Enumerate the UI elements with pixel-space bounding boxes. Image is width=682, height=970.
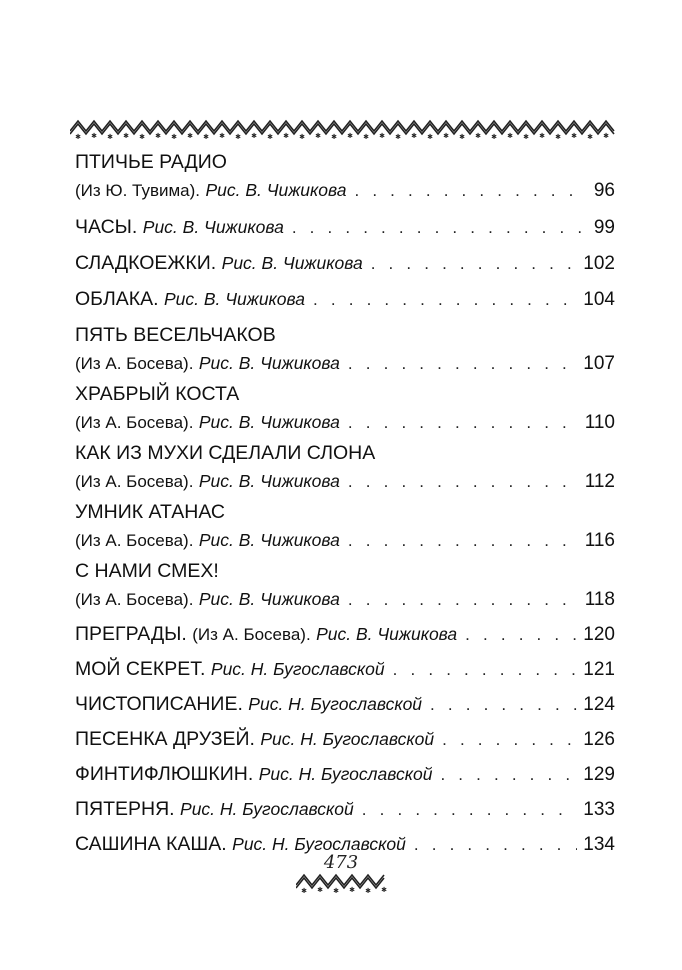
entry-page-number: 118 (584, 589, 615, 610)
entry-page-number: 99 (593, 217, 615, 238)
svg-text:✱: ✱ (333, 888, 339, 894)
bottom-ornament-border-icon (296, 872, 390, 894)
svg-text:✱: ✱ (91, 133, 97, 140)
svg-text:✱: ✱ (123, 133, 129, 140)
svg-text:✱: ✱ (555, 134, 561, 140)
toc-entry (75, 285, 615, 314)
svg-text:✱: ✱ (491, 134, 497, 140)
dot-leader (292, 213, 588, 242)
dot-leader (313, 285, 577, 314)
svg-text:✱: ✱ (571, 133, 577, 140)
toc-entry (75, 321, 615, 378)
entry-page-number: 129 (583, 764, 615, 785)
entry-source: (Из А. Босева). (75, 531, 194, 550)
entry-page-number: 110 (584, 412, 615, 433)
page-number: 473 (323, 852, 359, 873)
svg-text:✱: ✱ (475, 133, 481, 140)
entry-illustrator: Рис. В. Чижикова (198, 589, 340, 609)
entry-source: (Из А. Босева). (75, 413, 194, 432)
dot-leader (362, 795, 578, 824)
toc-entry (75, 795, 615, 824)
entry-title: САШИНА КАША. (75, 833, 227, 855)
svg-text:✱: ✱ (155, 133, 161, 140)
svg-text:✱: ✱ (299, 134, 305, 140)
svg-text:✱: ✱ (349, 887, 355, 894)
entry-page-number: 104 (583, 289, 615, 310)
svg-text:✱: ✱ (523, 134, 529, 140)
entry-page-number: 102 (583, 253, 615, 274)
entry-illustrator: Рис. Н. Бугославской (180, 799, 354, 819)
entry-illustrator: Рис. Н. Бугославской (258, 764, 433, 784)
svg-text:✱: ✱ (171, 134, 177, 140)
entry-page-number: 121 (583, 659, 615, 680)
svg-text:✱: ✱ (315, 133, 321, 140)
dot-leader (348, 526, 579, 555)
svg-text:✱: ✱ (187, 133, 193, 140)
dot-leader (348, 349, 577, 378)
entry-page-number: 116 (584, 530, 615, 551)
svg-text:✱: ✱ (251, 133, 257, 140)
toc-entry (75, 620, 615, 649)
svg-text:✱: ✱ (507, 133, 513, 140)
svg-text:✱: ✱ (365, 888, 371, 894)
toc-entry (75, 557, 615, 614)
table-of-contents (75, 148, 615, 859)
entry-title: КАК ИЗ МУХИ СДЕЛАЛИ СЛОНА (75, 442, 376, 464)
toc-entry (75, 249, 615, 278)
entry-title: МОЙ СЕКРЕТ. (75, 658, 206, 680)
entry-illustrator: Рис. В. Чижикова (198, 353, 340, 373)
entry-page-number: 126 (583, 729, 615, 750)
entry-source: (Из А. Босева). (75, 590, 194, 609)
top-ornament-border-icon (70, 118, 616, 140)
entry-title: ЧАСЫ. (75, 216, 138, 238)
svg-text:✱: ✱ (363, 134, 369, 140)
entry-title: СЛАДКОЕЖКИ. (75, 252, 217, 274)
svg-text:✱: ✱ (267, 134, 273, 140)
svg-text:✱: ✱ (283, 133, 289, 140)
entry-title: ПЯТЕРНЯ. (75, 798, 175, 820)
entry-illustrator: Рис. В. Чижикова (163, 289, 306, 309)
svg-text:✱: ✱ (139, 134, 145, 140)
svg-text:✱: ✱ (587, 134, 593, 140)
entry-title: ПЯТЬ ВЕСЕЛЬЧАКОВ (75, 324, 276, 346)
svg-text:✱: ✱ (75, 134, 81, 140)
entry-title: С НАМИ СМЕХ! (75, 560, 219, 582)
entry-illustrator: Рис. В. Чижикова (142, 217, 284, 237)
toc-entry (75, 439, 615, 496)
entry-source: (Из Ю. Тувима). (75, 181, 201, 200)
entry-page-number: 112 (584, 471, 615, 492)
dot-leader (430, 690, 577, 719)
entry-source: (Из А. Босева). (192, 625, 311, 644)
toc-entry (75, 725, 615, 754)
svg-text:✱: ✱ (379, 133, 385, 140)
entry-illustrator: Рис. В. Чижикова (221, 253, 363, 273)
svg-text:✱: ✱ (459, 134, 465, 140)
toc-entry (75, 760, 615, 789)
entry-title: ЧИСТОПИСАНИЕ. (75, 693, 243, 715)
entry-source: (Из А. Босева). (75, 354, 194, 373)
entry-illustrator: Рис. В. Чижикова (198, 530, 340, 550)
svg-text:✱: ✱ (107, 134, 113, 140)
svg-text:✱: ✱ (219, 133, 225, 140)
entry-title: ФИНТИФЛЮШКИН. (75, 763, 254, 785)
entry-title: ХРАБРЫЙ КОСТА (75, 383, 240, 405)
entry-illustrator: Рис. В. Чижикова (198, 412, 340, 432)
entry-illustrator: Рис. Н. Бугославской (248, 694, 423, 714)
svg-text:✱: ✱ (301, 888, 307, 894)
dot-leader (354, 176, 587, 205)
entry-illustrator: Рис. Н. Бугославской (232, 834, 406, 854)
entry-illustrator: Рис. В. Чижикова (205, 180, 347, 200)
svg-text:✱: ✱ (317, 887, 323, 894)
entry-title: ПРЕГРАДЫ. (75, 623, 187, 645)
entry-illustrator: Рис. Н. Бугославской (260, 729, 435, 749)
toc-entry (75, 690, 615, 719)
entry-illustrator: Рис. В. Чижикова (198, 471, 340, 491)
toc-entry (75, 148, 615, 205)
svg-text:✱: ✱ (603, 133, 609, 140)
toc-entry (75, 380, 615, 437)
entry-title: УМНИК АТАНАС (75, 501, 226, 523)
entry-source: (Из А. Босева). (75, 472, 194, 491)
toc-entry (75, 655, 615, 684)
toc-entry (75, 498, 615, 555)
dot-leader (348, 408, 579, 437)
svg-text:✱: ✱ (443, 133, 449, 140)
entry-page-number: 96 (593, 180, 615, 201)
svg-text:✱: ✱ (395, 134, 401, 140)
dot-leader (440, 760, 577, 789)
svg-text:✱: ✱ (427, 134, 433, 140)
svg-text:✱: ✱ (203, 134, 209, 140)
dot-leader (465, 620, 577, 649)
svg-text:✱: ✱ (331, 134, 337, 140)
entry-page-number: 124 (583, 694, 615, 715)
entry-title: ПТИЧЬЕ РАДИО (75, 151, 227, 173)
dot-leader (348, 467, 579, 496)
entry-title: ПЕСЕНКА ДРУЗЕЙ. (75, 728, 255, 750)
entry-page-number: 134 (583, 834, 615, 855)
entry-title: ОБЛАКА. (75, 288, 159, 310)
entry-illustrator: Рис. В. Чижикова (316, 624, 458, 644)
entry-page-number: 120 (583, 624, 615, 645)
svg-text:✱: ✱ (539, 133, 545, 140)
entry-illustrator: Рис. Н. Бугославской (210, 659, 385, 679)
dot-leader (442, 725, 577, 754)
dot-leader (371, 249, 578, 278)
toc-entry (75, 213, 615, 242)
svg-text:✱: ✱ (235, 134, 241, 140)
entry-page-number: 133 (583, 799, 615, 820)
svg-text:✱: ✱ (381, 887, 387, 894)
dot-leader (393, 655, 578, 684)
dot-leader (348, 585, 579, 614)
svg-text:✱: ✱ (411, 133, 417, 140)
entry-page-number: 107 (583, 353, 615, 374)
svg-text:✱: ✱ (347, 133, 353, 140)
